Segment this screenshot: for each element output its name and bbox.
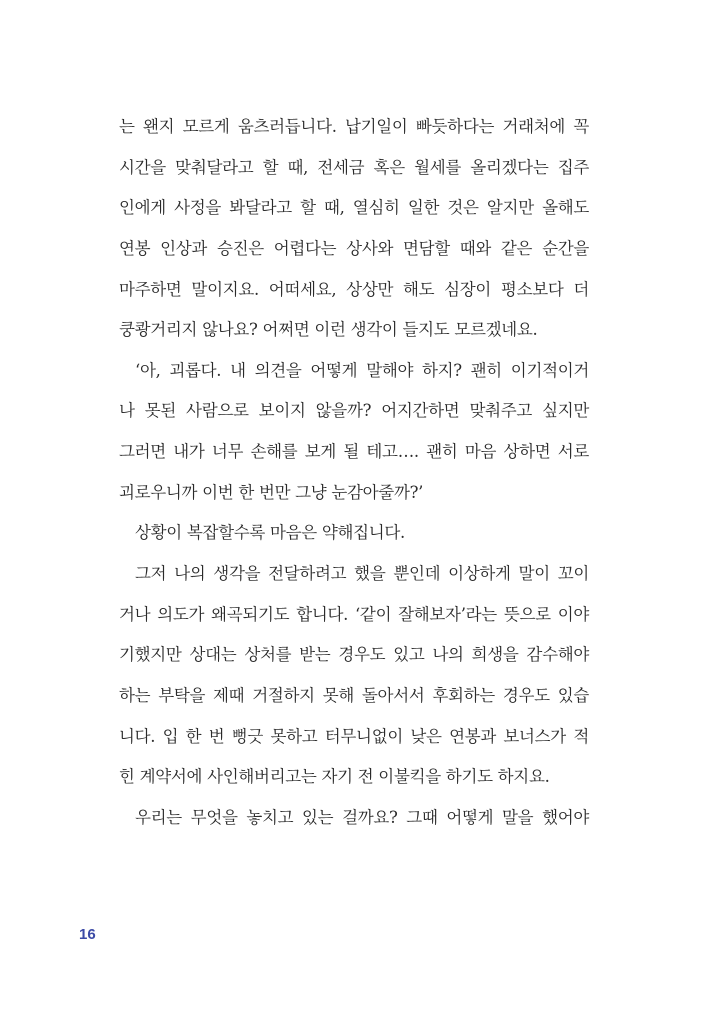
text-line: 시간을 맞춰달라고 할 때, 전세금 혹은 월세를 올리겠다는 집주 xyxy=(119,157,589,177)
text-line: 니다. 입 한 번 뻥긋 못하고 터무니없이 낮은 연봉과 보너스가 적 xyxy=(119,726,589,746)
text-line: ‘아, 괴롭다. 내 의견을 어떻게 말해야 하지? 괜히 이기적이거 xyxy=(135,360,589,380)
text-line: 거나 의도가 왜곡되기도 합니다. ‘같이 잘해보자’라는 뜻으로 이야 xyxy=(119,604,589,624)
text-line: 연봉 인상과 승진은 어렵다는 상사와 면담할 때와 같은 순간을 xyxy=(119,238,589,258)
text-line: 그러면 내가 너무 손해를 보게 될 테고…. 괜히 마음 상하면 서로 xyxy=(119,442,589,462)
text-line: 기했지만 상대는 상처를 받는 경우도 있고 나의 희생을 감수해야 xyxy=(119,645,589,665)
text-line: 인에게 사정을 봐달라고 할 때, 열심히 일한 것은 알지만 올해도 xyxy=(119,198,589,218)
text-line: 마주하면 말이지요. 어떠세요, 상상만 해도 심장이 평소보다 더 xyxy=(119,279,589,299)
text-line: 우리는 무엇을 놓치고 있는 걸까요? 그때 어떻게 말을 했어야 xyxy=(135,807,589,827)
text-line: 상황이 복잡할수록 마음은 약해집니다. xyxy=(135,523,406,543)
page-number: 16 xyxy=(79,926,96,943)
text-line: 그저 나의 생각을 전달하려고 했을 뿐인데 이상하게 말이 꼬이 xyxy=(135,564,589,584)
body-text xyxy=(119,107,589,839)
text-line: 괴로우니까 이번 한 번만 그냥 눈감아줄까?’ xyxy=(119,482,424,502)
text-line: 하는 부탁을 제때 거절하지 못해 돌아서서 후회하는 경우도 있습 xyxy=(119,685,589,705)
text-line: 나 못된 사람으로 보이지 않을까? 어지간하면 맞춰주고 싶지만 xyxy=(119,401,589,421)
text-line: 쿵쾅거리지 않나요? 어쩌면 이런 생각이 들지도 모르겠네요. xyxy=(119,320,538,340)
text-line: 는 왠지 모르게 움츠러듭니다. 납기일이 빠듯하다는 거래처에 꼭 xyxy=(119,117,589,136)
text-line: 힌 계약서에 사인해버리고는 자기 전 이불킥을 하기도 하지요. xyxy=(119,767,550,787)
